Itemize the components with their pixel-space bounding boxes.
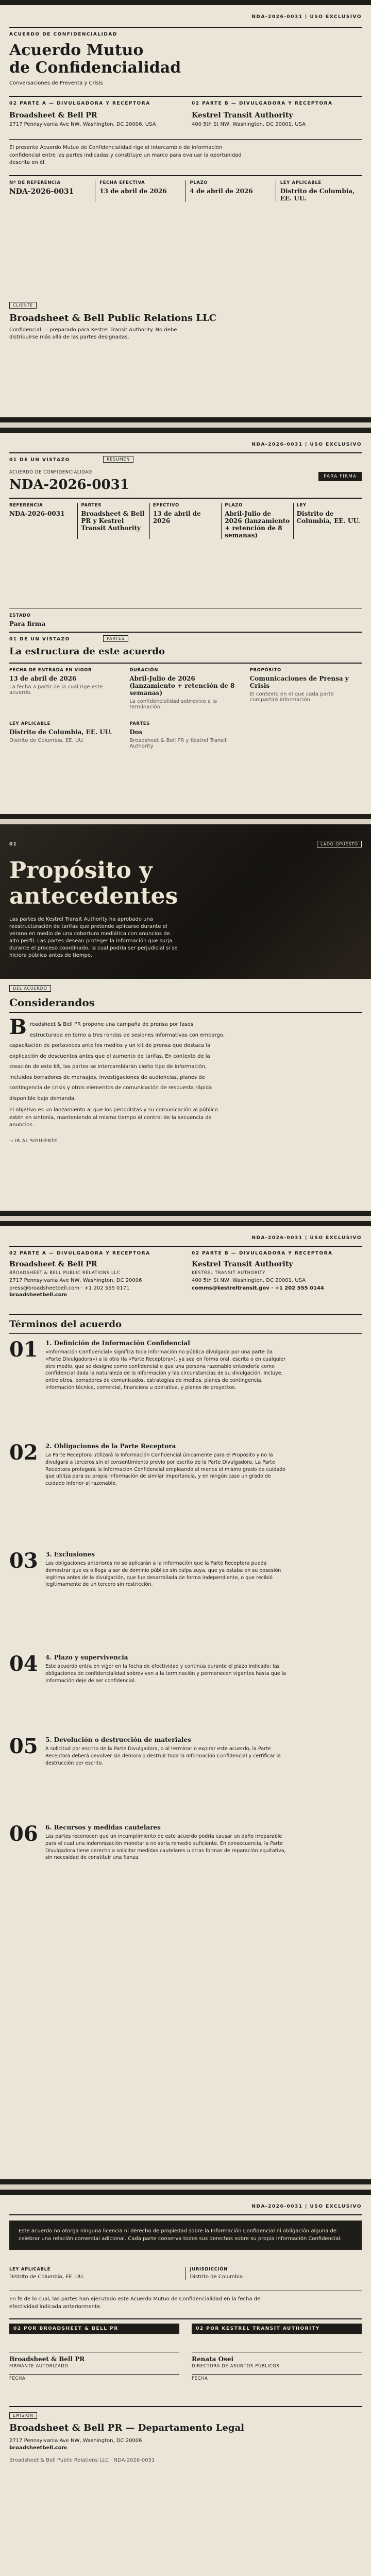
meta-value: Distrito de Columbia bbox=[190, 2274, 243, 2280]
status-key: ESTADO bbox=[9, 613, 31, 618]
fact-cell bbox=[9, 503, 77, 539]
bottom-bar bbox=[0, 1211, 371, 1216]
running-header: NDA-2026-0031 | USO EXCLUSIVO bbox=[251, 442, 362, 447]
cell-key: PARTES bbox=[129, 721, 150, 726]
term-body: Las obligaciones anteriores no se aplicarán a la información que la Parte Receptora pueda demostrar que es o llega a ser de dominio público sin culpa suya, que ya estaba en su posesión legítima antes de la divulgación, que fue desarrollada de forma independiente, o que recibió legítimamente de un tercero sin restricción. bbox=[45, 1561, 281, 1588]
cell-desc: Distrito de Columbia, EE. UU. bbox=[9, 738, 85, 743]
fact-key: PARTES bbox=[81, 503, 102, 508]
purpose-kicker: 01 bbox=[9, 842, 18, 847]
party-b-card bbox=[192, 101, 362, 127]
sig-b-date: FECHA bbox=[192, 2374, 362, 2381]
signature-stamp bbox=[318, 472, 362, 481]
meta-cell bbox=[276, 180, 362, 202]
term-body: A solicitud por escrito de la Parte Divulgadora, o al terminar o expirar este acuerdo, la Parte Receptora deberá devolver sin demora o destruir toda la Información Confidencial y certificar la destrucción por escrito. bbox=[45, 1746, 281, 1766]
purpose-title-1: Propósito y bbox=[9, 857, 153, 884]
meta-value: Distrito de Columbia, EE. UU. bbox=[9, 2274, 85, 2280]
next-link-label: IR AL SIGUIENTE bbox=[15, 1139, 58, 1144]
fact-value: Distrito de Columbia, EE. UU. bbox=[296, 510, 360, 524]
sig-b-label: 02 POR KESTREL TRANSIT AUTHORITY bbox=[192, 2324, 362, 2334]
cell-key: FECHA DE ENTRADA EN VIGOR bbox=[9, 668, 92, 673]
party-a-addr: 2717 Pennsylvania Ave NW, Washington, DC 20006, USA bbox=[9, 122, 156, 127]
divider bbox=[9, 1246, 362, 1247]
cover-intro: El presente Acuerdo Mutuo de Confidencialidad rige el intercambio de información confidencial entre las partes indicadas y constituye un marco para evaluar la oportunidad descrita en él. bbox=[9, 145, 242, 165]
purpose-lede: Las partes de Kestrel Transit Authority ha aprobado una reestructuración de tarifas que pretende aplicarse durante el verano en medio de una cobertura mediática con anuncios de alto perfil. Las partes desean proteger la información que surja durante el proceso coordinado, la cual podría ser perjudicial si se hiciera pública antes de tiempo. bbox=[9, 917, 178, 958]
party-a-label: 02 PARTE A — DIVULGADORA Y RECEPTORA bbox=[9, 101, 150, 106]
client-desc: Confidencial — preparado para Kestrel Transit Authority. No debe distribuirse más allá de las partes designadas. bbox=[9, 327, 177, 340]
party-b-detail bbox=[192, 1251, 362, 1291]
term-title: 5. Devolución o destrucción de materiales bbox=[45, 1736, 191, 1743]
cover-subtitle: Conversaciones de Preventa y Crisis bbox=[9, 80, 103, 86]
meta-key: Nº DE REFERENCIA bbox=[9, 180, 61, 185]
cover-page bbox=[0, 0, 371, 422]
term-title: 1. Definición de Información Confidencial bbox=[45, 1340, 190, 1347]
closing-page bbox=[0, 2190, 371, 2576]
footer-legal: Broadsheet & Bell Public Relations LLC · NDA-2026-0031 bbox=[9, 2458, 155, 2463]
running-header: NDA-2026-0031 | USO EXCLUSIVO bbox=[251, 14, 362, 20]
footer-title: Broadsheet & Bell PR — Departamento Legal bbox=[9, 2422, 244, 2433]
summary-ref: NDA-2026-0031 bbox=[9, 477, 129, 493]
footer-tag: EMISIÓN bbox=[9, 2412, 37, 2419]
closing-note-text: Este acuerdo no otorga ninguna licencia ni derecho de propiedad sobre la Información Confidencial ni obligación alguna de celebrar una relación comercial adicional. Cada parte conserva todos sus derechos sobre su propia Información Confidencial. bbox=[19, 2228, 342, 2242]
cell-key: PROPÓSITO bbox=[249, 668, 281, 673]
client-tag: CLIENTE bbox=[9, 302, 37, 309]
meta-cell bbox=[185, 2267, 362, 2280]
sig-b-line[interactable] bbox=[192, 2334, 362, 2352]
structure-cell bbox=[250, 668, 362, 710]
summary-kicker: 01 DE UN VISTAZO bbox=[9, 457, 70, 463]
cell-key: LEY APLICABLE bbox=[9, 721, 51, 726]
structure-cell bbox=[9, 721, 121, 749]
fact-cell bbox=[149, 503, 221, 539]
meta-value: NDA-2026-0031 bbox=[9, 188, 74, 196]
party-b-name: Kestrel Transit Authority bbox=[192, 111, 293, 120]
meta-cell bbox=[9, 2267, 185, 2280]
sig-a-name: Broadsheet & Bell PR bbox=[9, 2355, 85, 2363]
party-b-label: 02 PARTE B — DIVULGADORA Y RECEPTORA bbox=[192, 1251, 333, 1256]
summary-page bbox=[0, 428, 371, 819]
footer-web: broadsheetbell.com bbox=[9, 2445, 68, 2451]
divider bbox=[9, 1012, 362, 1013]
cell-desc: La confidencialidad sobrevive a la terminación. bbox=[129, 699, 217, 710]
term-number: 06 bbox=[9, 1822, 38, 1846]
sig-a-role: FIRMANTE AUTORIZADO bbox=[9, 2364, 69, 2369]
party-a-label: 02 PARTE A — DIVULGADORA Y RECEPTORA bbox=[9, 1251, 150, 1256]
meta-key: PLAZO bbox=[190, 180, 208, 185]
bottom-bar bbox=[0, 814, 371, 819]
party-a-card bbox=[9, 101, 179, 127]
facts-row bbox=[9, 503, 362, 539]
running-header: NDA-2026-0031 | USO EXCLUSIVO bbox=[251, 1235, 362, 1241]
cell-desc: La fecha a partir de la cual rige este acuerdo. bbox=[9, 684, 103, 696]
bottom-bar bbox=[0, 417, 371, 422]
divider bbox=[9, 632, 362, 633]
summary-ref-label: ACUERDO DE CONFIDENCIALIDAD bbox=[9, 470, 92, 475]
purpose-badge: LADO OPUESTO bbox=[317, 841, 362, 848]
cell-value: Distrito de Columbia, EE. UU. bbox=[9, 728, 112, 736]
term-body: «Información Confidencial» significa toda información no pública divulgada por una parte (la «Parte Divulgadora») a la otra (la «Parte Receptora»), ya sea en forma oral, escrita o en cualquier otro medio, que se designe como confidencial o que una persona razonable entendería como confidencial dada la naturaleza de la información y las circunstancias de su divulgación. Incluye, entre otros, borradores de comunicados, estrategias de medios, planes de contingencia, información técnica, comercial, financiera u operativa, y planes de proyectos. bbox=[45, 1349, 285, 1391]
structure-grid bbox=[9, 668, 362, 749]
divider bbox=[9, 1333, 362, 1334]
status-value: Para firma bbox=[9, 620, 46, 628]
divider bbox=[9, 452, 362, 453]
meta-key: LEY APLICABLE bbox=[280, 180, 322, 185]
party-a-name: Broadsheet & Bell PR bbox=[9, 1260, 97, 1268]
top-bar bbox=[0, 0, 371, 5]
cover-meta bbox=[9, 180, 362, 202]
signature-a bbox=[9, 2324, 179, 2381]
bottom-bar bbox=[0, 2179, 371, 2184]
top-bar bbox=[0, 1221, 371, 1226]
party-a-legal: BROADSHEET & BELL PUBLIC RELATIONS LLC bbox=[9, 1270, 121, 1276]
top-bar bbox=[0, 2190, 371, 2195]
sig-b-name: Renata Osei bbox=[192, 2355, 234, 2363]
divider bbox=[9, 2214, 362, 2215]
fact-value: NDA-2026-0031 bbox=[9, 510, 65, 517]
term-text bbox=[45, 1824, 288, 1861]
running-header: NDA-2026-0031 | USO EXCLUSIVO bbox=[251, 2204, 362, 2209]
purpose-section: Considerandos bbox=[9, 996, 95, 1009]
summary-badge: RESUMEN bbox=[103, 456, 133, 463]
divider bbox=[9, 1314, 362, 1315]
terms-page bbox=[0, 1221, 371, 2184]
fact-value: Abril-Julio de 2026 (lanzamiento + retención de 8 semanas) bbox=[225, 510, 290, 539]
term-number: 02 bbox=[9, 1440, 38, 1465]
footer-addr: 2717 Pennsylvania Ave NW, Washington, DC 20006 bbox=[9, 2438, 142, 2444]
divider bbox=[9, 663, 362, 664]
top-bar bbox=[0, 428, 371, 433]
term-title: 6. Recursos y medidas cautelares bbox=[45, 1824, 161, 1831]
party-a-addr: 2717 Pennsylvania Ave NW, Washington, DC 20006 bbox=[9, 1278, 142, 1283]
meta-value: Distrito de Columbia, EE. UU. bbox=[280, 188, 355, 202]
purpose-body bbox=[9, 1015, 226, 1129]
divider bbox=[9, 2318, 362, 2319]
fact-cell bbox=[77, 503, 149, 539]
closing-note bbox=[9, 2221, 362, 2250]
client-block bbox=[9, 299, 362, 341]
divider bbox=[9, 2406, 362, 2407]
meta-value: 13 de abril de 2026 bbox=[99, 188, 167, 195]
term-text bbox=[45, 1443, 288, 1487]
term-text bbox=[45, 1654, 288, 1684]
cell-desc: Broadsheet & Bell PR y Kestrel Transit Authority bbox=[129, 738, 227, 749]
term-text bbox=[45, 1340, 288, 1392]
term-title: 4. Plazo y supervivencia bbox=[45, 1654, 128, 1661]
party-a-web: broadsheetbell.com bbox=[9, 1292, 68, 1298]
fact-cell bbox=[221, 503, 293, 539]
client-name: Broadsheet & Bell Public Relations LLC bbox=[9, 313, 217, 324]
cover-kicker: ACUERDO DE CONFIDENCIALIDAD bbox=[9, 32, 117, 37]
meta-cell bbox=[9, 180, 95, 202]
terms-title: Términos del acuerdo bbox=[9, 1319, 122, 1330]
sig-b-role: DIRECTORA DE ASUNTOS PÚBLICOS bbox=[192, 2364, 280, 2369]
closing-meta bbox=[9, 2267, 362, 2280]
cell-value: Comunicaciones de Prensa y Crisis bbox=[249, 675, 349, 689]
term-body: Las partes reconocen que un incumplimiento de este acuerdo podría causar un daño irreparable para el cual una indemnización monetaria no sería remedio suficiente. En consecuencia, la Parte Divulgadora tiene derecho a solicitar medidas cautelares u otras formas de reparación equitativa, sin necesidad de constituir una fianza. bbox=[45, 1834, 286, 1861]
cell-desc: El contexto en el que cada parte compartirá información. bbox=[249, 691, 334, 703]
signature-b bbox=[192, 2324, 362, 2381]
party-a-contact: press@broadsheetbell.com · +1 202 555 0171 bbox=[9, 1285, 130, 1291]
divider bbox=[9, 96, 362, 97]
cell-value: 13 de abril de 2026 bbox=[9, 675, 77, 682]
purpose-paragraph: roadsheet & Bell PR propone una campaña de prensa por fases estructurada en torno a tres rondas de sesiones informativas con embargo, capacitación de portavoces ante los medios y un kit de prensa que destaca la explicación de descuentos antes que el aumento de tarifas. En contexto de la creación de este kit, las partes se intercambiarán cierto tipo de información, incluidos borradores de mensajes, investigaciones de audiencias, planes de contingencia de crisis y otros elementos de comunicación de respuesta rápida disponible bajo demanda. bbox=[9, 1022, 225, 1101]
fact-value: Broadsheet & Bell PR y Kestrel Transit Authority bbox=[81, 510, 145, 532]
party-b-addr: 400 5th St NW, Washington, DC 20001, USA bbox=[192, 1278, 306, 1283]
next-link[interactable] bbox=[9, 1139, 57, 1144]
term-number: 05 bbox=[9, 1734, 38, 1758]
drop-cap: B bbox=[9, 1015, 27, 1039]
fact-cell bbox=[293, 503, 362, 539]
party-a-detail bbox=[9, 1251, 179, 1298]
cell-value: Abril-Julio de 2026 (lanzamiento + retención de 8 semanas) bbox=[129, 675, 235, 697]
term-number: 03 bbox=[9, 1549, 38, 1573]
fact-key: EFECTIVO bbox=[153, 503, 179, 508]
cover-title-2: de Confidencialidad bbox=[9, 59, 181, 77]
arrow-right-icon: → bbox=[9, 1139, 15, 1144]
party-b-addr: 400 5th St NW, Washington, DC 20001, USA bbox=[192, 122, 306, 127]
party-a-name: Broadsheet & Bell PR bbox=[9, 111, 97, 120]
structure-badge: PARTES bbox=[103, 635, 128, 642]
meta-cell bbox=[185, 180, 276, 202]
party-b-legal: KESTREL TRANSIT AUTHORITY bbox=[192, 1270, 266, 1276]
meta-value: 4 de abril de 2026 bbox=[190, 188, 253, 195]
meta-key: JURISDICCIÓN bbox=[190, 2267, 228, 2272]
witness-clause: En fe de lo cual, las partes han ejecutado este Acuerdo Mutuo de Confidencialidad en la fecha de efectividad indicada anteriormente. bbox=[9, 2296, 261, 2310]
meta-cell bbox=[95, 180, 185, 202]
term-text bbox=[45, 1736, 288, 1767]
sig-a-line[interactable] bbox=[9, 2334, 179, 2352]
structure-cell bbox=[9, 668, 121, 710]
term-number: 01 bbox=[9, 1337, 38, 1362]
fact-value: 13 de abril de 2026 bbox=[153, 510, 201, 524]
structure-title: La estructura de este acuerdo bbox=[9, 646, 165, 657]
term-body: Este acuerdo entra en vigor en la fecha de efectividad y continúa durante el plazo indicado; las obligaciones de confidencialidad sobreviven a la terminación y permanecen vigentes hasta que la información deje de ser confidencial. bbox=[45, 1664, 286, 1684]
stamp-text: PARA FIRMA bbox=[324, 474, 357, 479]
sig-a-label: 02 POR BROADSHEET & BELL PR bbox=[9, 2324, 179, 2334]
cover-title-1: Acuerdo Mutuo bbox=[9, 41, 144, 59]
meta-key: FECHA EFECTIVA bbox=[99, 180, 145, 185]
structure-cell bbox=[129, 668, 241, 710]
divider bbox=[9, 498, 362, 499]
purpose-title-2: antecedentes bbox=[9, 883, 178, 909]
fact-key: LEY bbox=[296, 503, 307, 508]
term-number: 04 bbox=[9, 1652, 38, 1676]
purpose-page bbox=[0, 824, 371, 1216]
structure-kicker: 01 DE UN VISTAZO bbox=[9, 637, 70, 642]
sig-a-date: FECHA bbox=[9, 2374, 179, 2381]
divider bbox=[9, 27, 362, 28]
term-title: 3. Exclusiones bbox=[45, 1551, 95, 1558]
term-title: 2. Obligaciones de la Parte Receptora bbox=[45, 1443, 176, 1450]
fact-key: REFERENCIA bbox=[9, 503, 43, 508]
cell-key: DURACIÓN bbox=[129, 668, 158, 673]
party-b-contact: comms@kestreltransit.gov · +1 202 555 0144 bbox=[192, 1285, 324, 1291]
cell-value: Dos bbox=[129, 728, 143, 736]
divider bbox=[9, 175, 362, 176]
divider bbox=[9, 139, 362, 140]
purpose-hero bbox=[0, 824, 371, 979]
purpose-paragraph-2: El objetivo es un lanzamiento al que los periodistas y su comunicación al público estén en sintonía, manteniendo al mismo tiempo el control de la secuencia de anuncios. bbox=[9, 1107, 218, 1128]
term-body: La Parte Receptora utilizará la Información Confidencial únicamente para el Propósito y no la divulgará a terceros sin el consentimiento previo por escrito de la Parte Divulgadora. La Parte Receptora protegerá la Información Confidencial empleando al menos el mismo grado de cuidado que utiliza para su propia información de similar importancia, y en ningún caso un grado de cuidado inferior al razonable. bbox=[45, 1452, 286, 1487]
term-text bbox=[45, 1551, 288, 1588]
party-b-name: Kestrel Transit Authority bbox=[192, 1260, 293, 1268]
structure-cell bbox=[129, 721, 241, 749]
purpose-tag: DEL ACUERDO bbox=[9, 985, 51, 992]
meta-key: LEY APLICABLE bbox=[9, 2267, 51, 2272]
party-b-label: 02 PARTE B — DIVULGADORA Y RECEPTORA bbox=[192, 101, 333, 106]
fact-key: PLAZO bbox=[225, 503, 243, 508]
